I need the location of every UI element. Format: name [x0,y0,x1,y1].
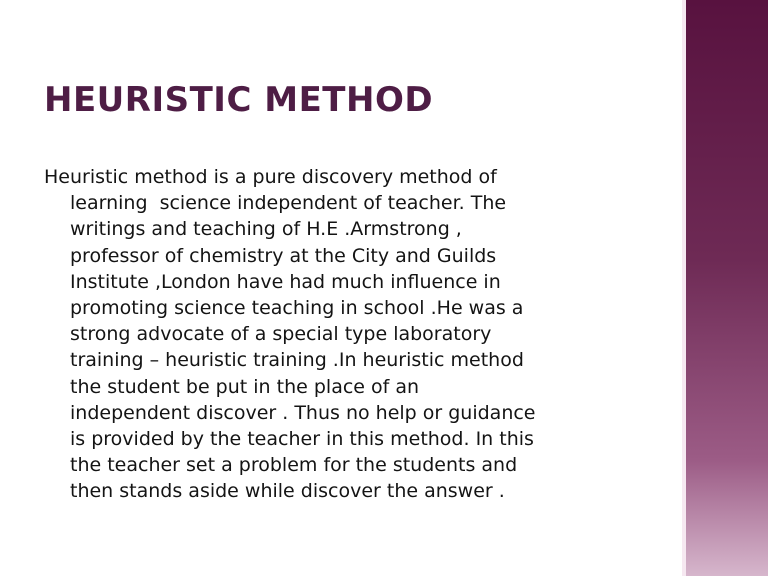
body-line: learning science independent of teacher. The [70,192,507,215]
body-line: Heuristic method is a pure discovery method of [44,166,497,188]
body-line: then stands aside while discover the answer . [70,480,505,503]
decorative-side-bar-gradient [686,0,768,576]
body-line: is provided by the teacher in this method. In this [70,428,534,451]
body-line: promoting science teaching in school .He was a [70,297,524,320]
slide-title: HEURISTIC METHOD [44,80,434,120]
slide-body-paragraph [44,164,674,505]
body-line: the student be put in the place of an [70,375,420,398]
body-line: the teacher set a problem for the students and [70,454,518,477]
body-line: writings and teaching of H.E .Armstrong , [70,218,462,241]
body-line: strong advocate of a special type laboratory [70,323,492,346]
body-line: professor of chemistry at the City and Guilds [70,244,497,267]
body-line: training – heuristic training .In heuristic method [70,349,524,372]
body-line: Institute ,London have had much influence in [70,270,501,293]
body-line: independent discover . Thus no help or guidance [70,401,536,424]
